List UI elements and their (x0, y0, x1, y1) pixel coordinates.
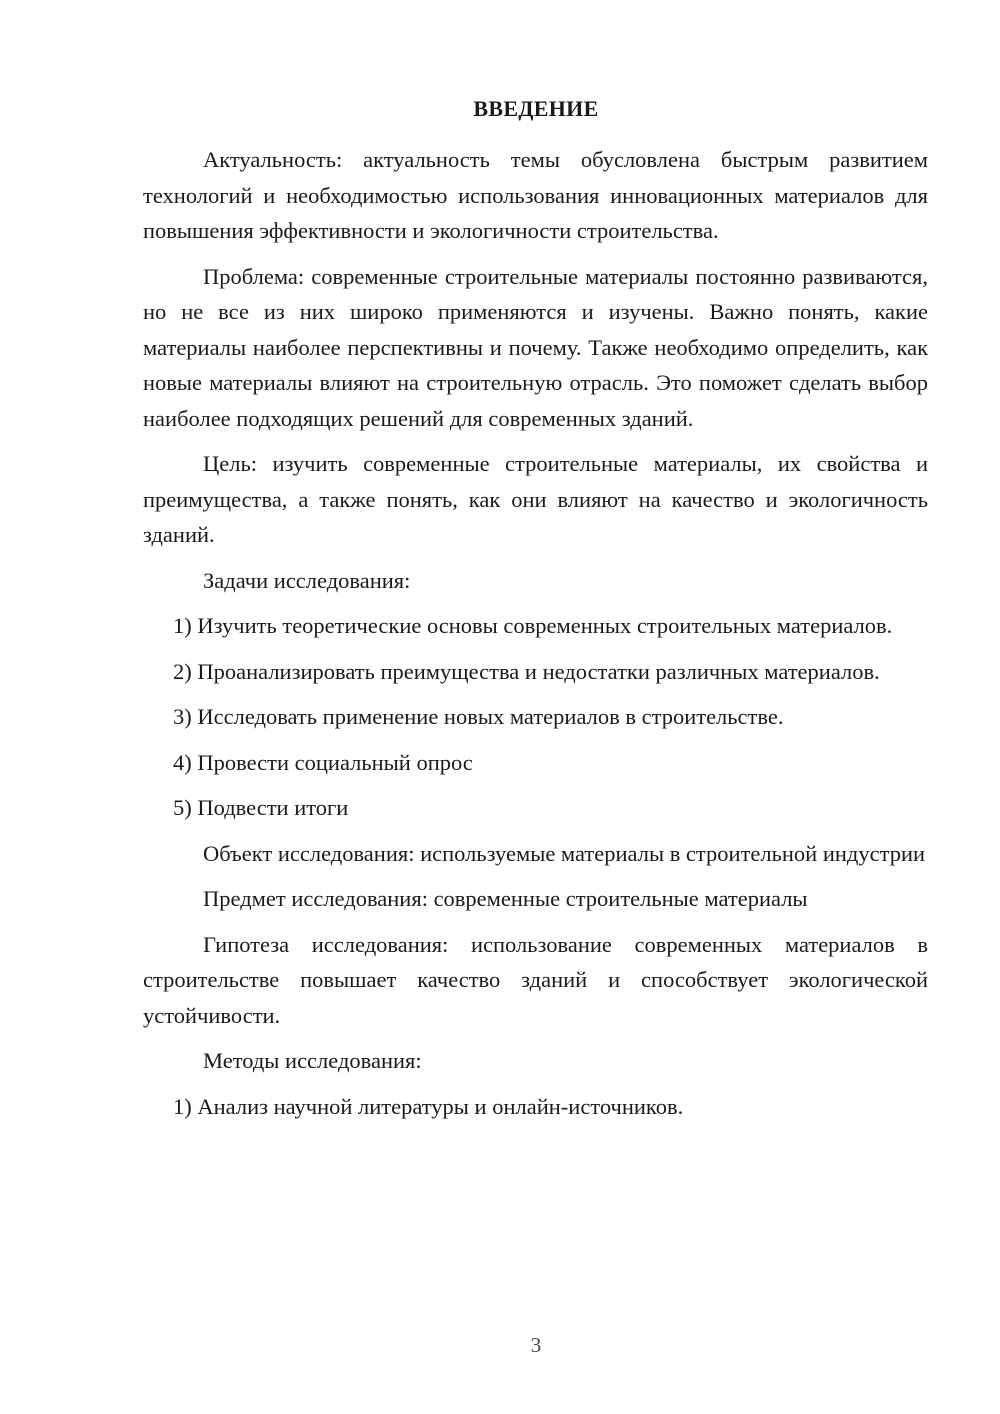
object-paragraph: Объект исследования: используемые материалы в строительной индустрии (203, 840, 926, 866)
task-item: 3) Исследовать применение новых материалов в строительстве. (173, 704, 784, 729)
relevance-paragraph: Актуальность: актуальность темы обусловлена быстрым развитием технологий и необходимостью использования инновационных материалов для повышения эффективности и экологичности строительства. (143, 147, 928, 243)
task-item: 5) Подвести итоги (173, 795, 349, 820)
method-item: 1) Анализ научной литературы и онлайн-источников. (173, 1093, 684, 1119)
document-body (143, 142, 928, 1134)
page-number: 3 (530, 1333, 542, 1357)
task-item: 4) Провести социальный опрос (173, 749, 473, 775)
subject-paragraph: Предмет исследования: современные строительные материалы (203, 886, 808, 911)
task-item: 2) Проанализировать преимущества и недостатки различных материалов. (173, 658, 880, 684)
problem-paragraph: Проблема: современные строительные материалы постоянно развиваются, но не все из них широко применяются и изучены. Важно понять, какие материалы наиболее перспективны и почему. Также необходимо определить, как новые материалы влияют на строительную отрасль. Это поможет сделать выбор наиболее подходящих решений для современных зданий. (143, 263, 928, 431)
page-title: ВВЕДЕНИЕ (473, 96, 599, 121)
goal-paragraph: Цель: изучить современные строительные материалы, их свойства и преимущества, а также понять, как они влияют на качество и экологичность зданий. (143, 451, 928, 547)
task-item: 1) Изучить теоретические основы современных строительных материалов. (173, 613, 893, 638)
tasks-heading: Задачи исследования: (203, 567, 411, 593)
hypothesis-paragraph: Гипотеза исследования: использование современных материалов в строительстве повышает качество зданий и способствует экологической устойчивости. (143, 931, 928, 1028)
methods-heading: Методы исследования: (203, 1048, 422, 1073)
